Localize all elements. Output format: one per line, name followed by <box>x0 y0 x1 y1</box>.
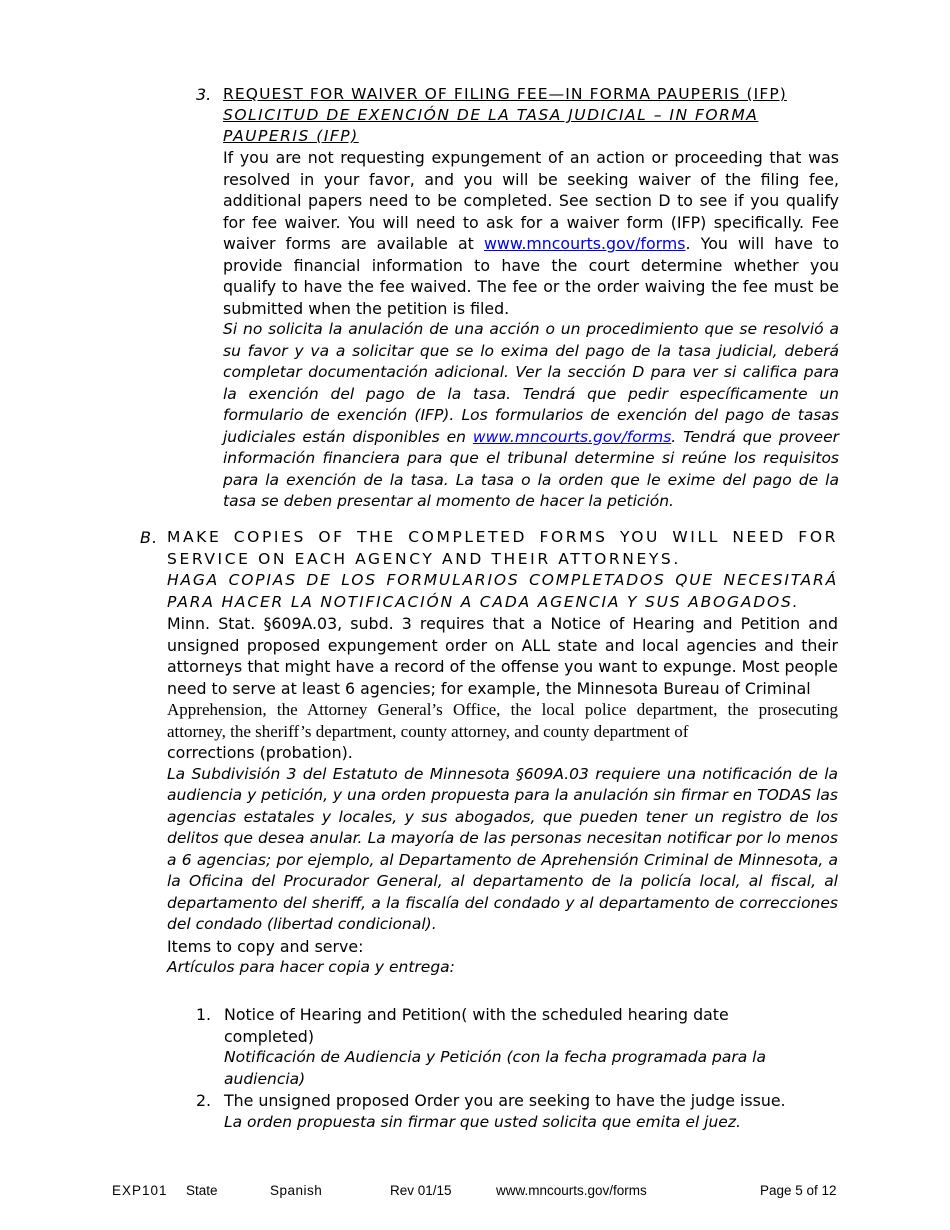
page-footer <box>0 1183 950 1203</box>
text: . Tendrá que proveer información financiera para que el tribunal determine si reúne los requisitos para la exención de la tasa. La tasa o la orden que le exime del pago de la tasa se deben presentar al momento de hacer la petición. <box>223 427 840 510</box>
section-b-paragraph-en-a: Minn. Stat. §609A.03, subd. 3 requires that a Notice of Hearing and Petition and unsigned proposed expungement order on ALL state and local agencies and their attorneys that might have a record of the offense you want to expunge. Most people need to serve at least 6 agencies; for example, the Minnesota Bureau of Criminal <box>167 614 838 698</box>
items-heading-es: Artículos para hacer copia y entrega: <box>167 958 455 976</box>
section-b-letter: B. <box>140 528 159 547</box>
section-3-number: 3. <box>196 85 212 104</box>
list-item-text-en: Notice of Hearing and Petition( with the scheduled hearing date completed) <box>224 1005 729 1046</box>
footer-jurisdiction: State <box>186 1183 218 1198</box>
footer-url: www.mncourts.gov/forms <box>496 1183 647 1198</box>
section-3-title-en: REQUEST FOR WAIVER OF FILING FEE—IN FORMA PAUPERIS (IFP) <box>223 85 787 103</box>
list-item-number: 1. <box>196 1005 212 1024</box>
section-b-paragraph-en-c: corrections (probation). <box>167 743 353 762</box>
footer-language: Spanish <box>270 1183 323 1198</box>
list-item-number: 2. <box>196 1091 212 1110</box>
list-item-text-en: The unsigned proposed Order you are seeking to have the judge issue. <box>224 1091 786 1110</box>
footer-revision: Rev 01/15 <box>390 1183 452 1198</box>
list-item <box>196 1090 816 1133</box>
section-b-title-en: MAKE COPIES OF THE COMPLETED FORMS YOU WILL NEED FOR SERVICE ON EACH AGENCY AND THEIR ATTORNEYS. <box>167 528 838 568</box>
section-3-body <box>223 84 839 513</box>
list-item-text-es: Notificación de Audiencia y Petición (con la fecha programada para la audiencia) <box>224 1048 766 1088</box>
section-3-title-es: SOLICITUD DE EXENCIÓN DE LA TASA JUDICIAL – IN FORMA PAUPERIS (IFP) <box>223 106 759 145</box>
footer-page-number: Page 5 of 12 <box>760 1183 837 1198</box>
items-heading-en: Items to copy and serve: <box>167 936 364 956</box>
text: Si no solicita la anulación de una acción o un procedimiento que se resolvió a su favor y va a solicitar que se lo exima del pago de la tasa judicial, deberá completar documentación adicional. Ver la sección D para ver si califica para la exención del pago de la tasa. Tendrá que pedir específicamente un formulario de exención (IFP). Los formularios de exención del pago de tasas judiciales están disponibles en <box>223 320 839 446</box>
forms-link-es[interactable]: www.mncourts.gov/forms <box>472 427 672 446</box>
text: . You will have to provide financial information to have the court determine whether you qualify to have the fee waived. The fee or the order waiving the fee must be submitted when the petition is filed. <box>223 234 839 318</box>
section-b-paragraph-en-b: Apprehension, the Attorney General’s Office, the local police department, the prosecuting attorney, the sheriff’s department, county attorney, and county department of <box>167 700 838 741</box>
list-item-text-es: La orden propuesta sin firmar que usted solicita que emita el juez. <box>224 1112 741 1131</box>
footer-form-id: EXP101 <box>112 1183 168 1198</box>
text: If you are not requesting expungement of an action or proceeding that was resolved in your favor, and you will be seeking waiver of the filing fee, additional papers need to be completed. See section D to see if you qualify for fee waiver. You will need to ask for a waiver form (IFP) specifically. Fee waiver forms are available at <box>223 148 839 253</box>
section-3-paragraph-en <box>223 147 839 319</box>
forms-link-en[interactable]: www.mncourts.gov/forms <box>484 234 686 253</box>
section-b-paragraph-es: La Subdivisión 3 del Estatuto de Minnesota §609A.03 requiere una notificación de la audiencia y petición, y una orden propuesta para la anulación sin firmar en TODAS las agencias estatales y locales, y sus abogados, que pueden tener un registro de los delitos que desea anular. La mayoría de las personas necesitan notificar por lo menos a 6 agencias; por ejemplo, al Departamento de Aprehensión Criminal de Minnesota, a la Oficina del Procurador General, al departamento de la policía local, al fiscal, al departamento del sheriff, a la fiscalía del condado y al departamento de correcciones del condado (libertad condicional). <box>167 764 838 933</box>
section-b-title-es: HAGA COPIAS DE LOS FORMULARIOS COMPLETADOS QUE NECESITARÁ PARA HACER LA NOTIFICACIÓN A CADA AGENCIA Y SUS ABOGADOS. <box>167 571 838 611</box>
section-3-paragraph-es <box>223 319 839 513</box>
items-list <box>196 1004 816 1133</box>
list-item <box>196 1004 816 1090</box>
section-b-body <box>167 527 838 979</box>
